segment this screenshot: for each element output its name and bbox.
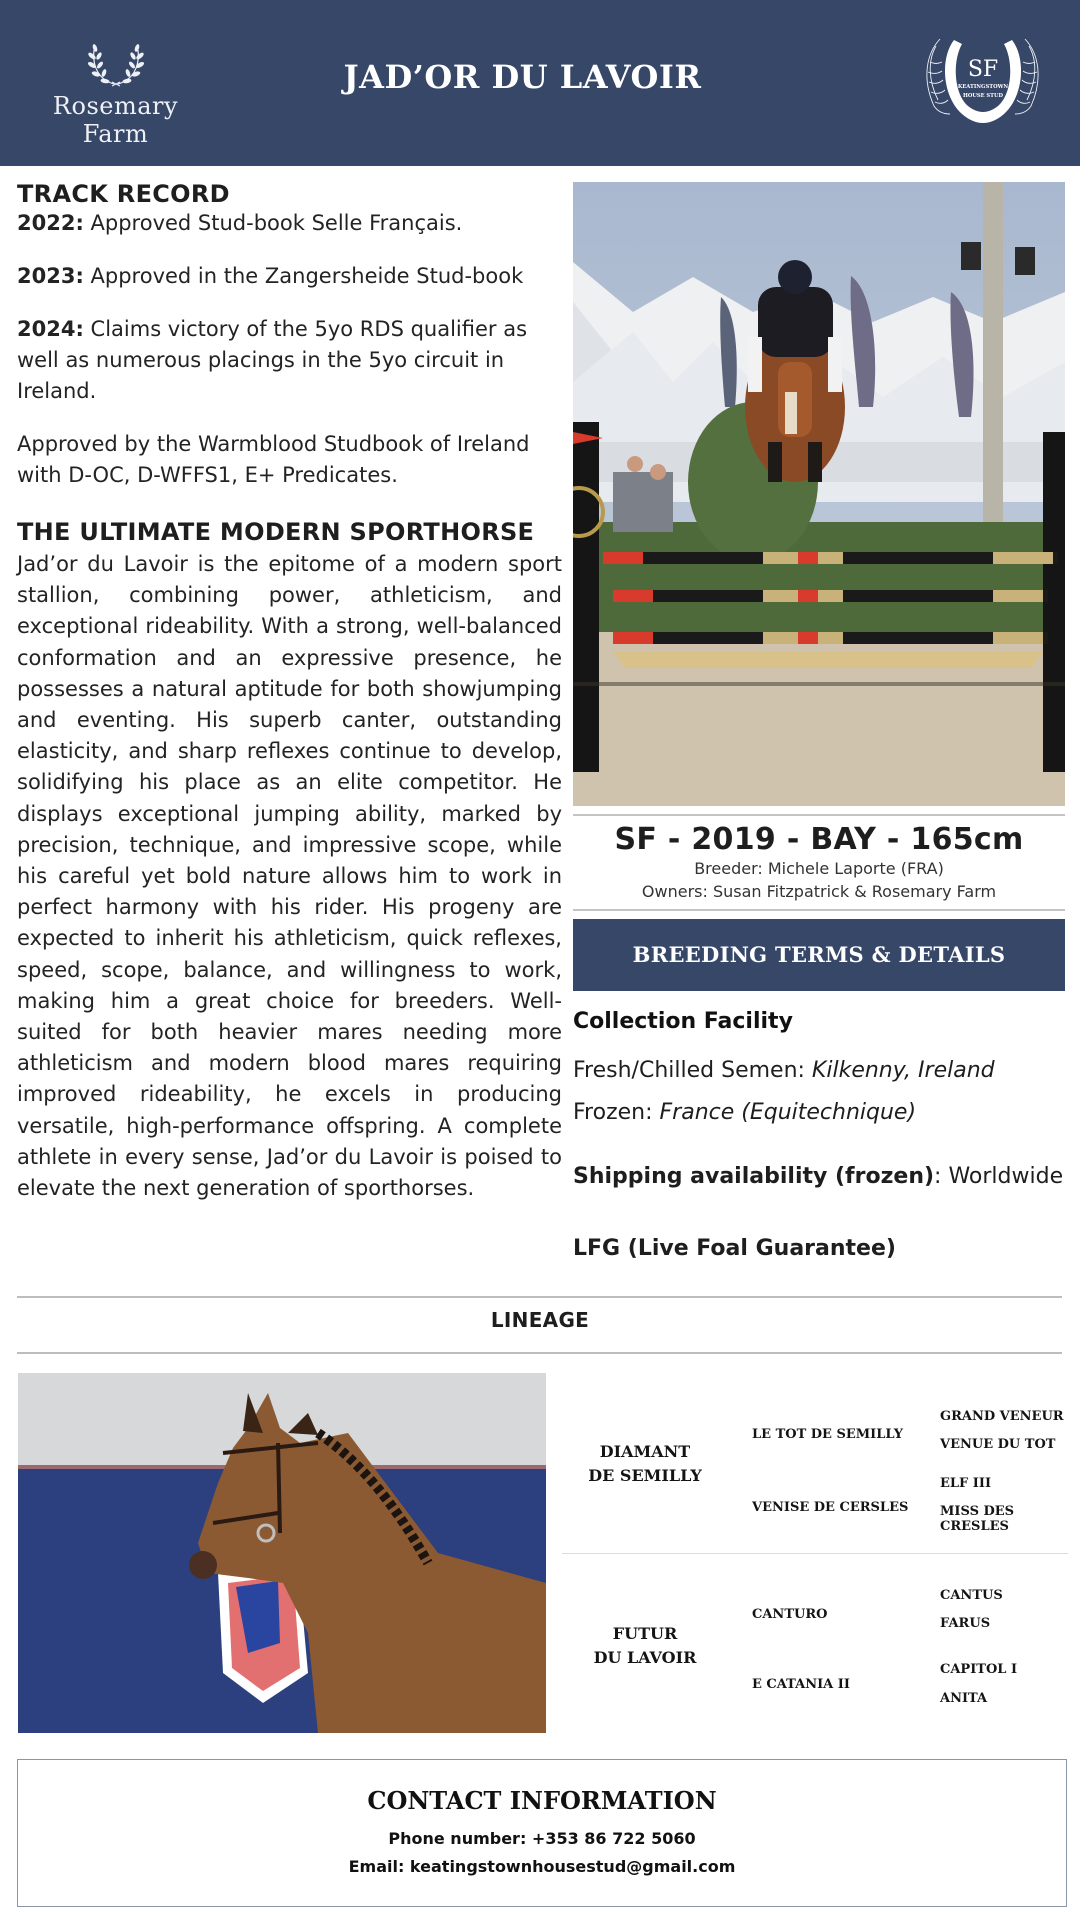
approval-note: Approved by the Warmblood Studbook of Ireland with D-OC, D-WFFS1, E+ Predicates. [17, 432, 530, 487]
contact-box [17, 1759, 1067, 1907]
conformation-photo-illustration [18, 1373, 546, 1733]
entry-text: Approved Stud-book Selle Français. [83, 211, 463, 235]
sire-name-line1: DIAMANT [599, 1442, 691, 1461]
fresh-label: Fresh/Chilled Semen: [573, 1058, 812, 1083]
entry-year: 2024: [17, 317, 84, 341]
shipping-value: : Worldwide [934, 1164, 1064, 1189]
frozen-label: Frozen: [573, 1100, 660, 1125]
horse-description: Jad’or du Lavoir is the epitome of a modern sport stallion, combining power, athleticism, and exceptional rideability. With a strong, well-balanced conformation and an expressive presence, he possesses a natural aptitude for both showjumping and eventing. His superb canter, outstanding elasticity, and sharp reflexes continue to develop, solidifying his place as an elite competitor. He displays exceptional jumping ability, marked by precision, technique, and impressive scope, while his careful yet bold nature allows him to work in perfect harmony with his rider. His progeny are expected to inherit his athleticism, quick reflexes, speed, scope, balance, and willingness to work, making him a great choice for breeders. Well-suited for both heavier mares needing more athleticism and modern blood mares requiring improved rideability, he excels in producing versatile, high-performance offspring. A complete athlete in every sense, Jad’or du Lavoir is poised to elevate the next generation of sporthorses. [17, 552, 562, 1201]
lineage-heading: LINEAGE [490, 1308, 590, 1332]
page-title: JAD’OR DU LAVOIR [343, 58, 702, 96]
header-banner [0, 0, 1080, 166]
horse-stats [573, 816, 1065, 903]
right-column [573, 182, 1065, 1270]
entry-text: Approved in the Zangersheide Stud-book [83, 264, 524, 288]
logo-line1: KEATINGSTOWN [957, 84, 1009, 90]
pedigree-sire [560, 1440, 730, 1488]
breeding-terms [573, 1009, 1065, 1270]
stats-headline: SF - 2019 - BAY - 165cm [614, 822, 1024, 857]
sire-name-line2: DE SEMILLY [588, 1466, 702, 1485]
lfg-line [573, 1228, 1065, 1270]
winged-horseshoe-icon [920, 34, 1045, 129]
track-record-list [17, 208, 562, 491]
shipping-label: Shipping availability (frozen) [573, 1164, 935, 1189]
dam-name-line2: DU LAVOIR [593, 1648, 697, 1667]
logo-monogram: SF [967, 57, 999, 82]
track-record-entry [17, 261, 562, 292]
frozen-value: France (Equitechnique) [659, 1100, 917, 1125]
fresh-semen-line [573, 1050, 1065, 1092]
showjumping-photo-illustration [573, 182, 1065, 806]
breeding-terms-banner: BREEDING TERMS & DETAILS [573, 919, 1065, 991]
showjumping-photo [573, 182, 1065, 806]
breeder-line: Breeder: Michele Laporte (FRA) [694, 859, 944, 878]
pedigree-dam-sire: CANTURO [752, 1607, 828, 1622]
pedigree-ancestor: FARUS [940, 1616, 991, 1631]
track-record-entry [17, 208, 562, 239]
shipping-line [573, 1156, 1065, 1198]
pedigree-ancestor: MISS DES CRESLES [940, 1504, 1015, 1534]
track-record-entry [17, 314, 562, 407]
pedigree-chart [560, 1373, 1070, 1733]
conformation-photo [18, 1373, 546, 1733]
entry-text: Claims victory of the 5yo RDS qualifier as well as numerous placings in the 5yo circuit in Ireland. [17, 317, 528, 403]
pedigree-ancestor: GRAND VENEUR [940, 1409, 1064, 1424]
collection-facility-heading: Collection Facility [573, 1009, 793, 1034]
pedigree-dam-dam: E CATANIA II [752, 1677, 850, 1692]
owners-line: Owners: Susan Fitzpatrick & Rosemary Farm [641, 882, 997, 901]
ultimate-heading: THE ULTIMATE MODERN SPORTHORSE [17, 518, 535, 546]
entry-year: 2023: [17, 264, 84, 288]
pedigree-dam [560, 1622, 730, 1670]
contact-email[interactable]: Email: keatingstownhousestud@gmail.com [348, 1857, 736, 1876]
frozen-semen-line [573, 1092, 1065, 1134]
left-column [17, 180, 562, 1204]
logo-line2: HOUSE STUD [962, 93, 1004, 99]
divider [573, 909, 1065, 911]
divider [17, 1296, 1062, 1298]
track-record-heading: TRACK RECORD [17, 180, 230, 208]
entry-year: 2022: [17, 211, 84, 235]
pedigree-ancestor: ANITA [940, 1691, 988, 1706]
contact-heading: CONTACT INFORMATION [367, 1786, 717, 1815]
pedigree-divider [562, 1553, 1068, 1554]
contact-phone[interactable]: Phone number: +353 86 722 5060 [388, 1829, 696, 1848]
pedigree-ancestor: VENUE DU TOT [940, 1437, 1056, 1452]
rosemary-farm-brand: Rosemary Farm [52, 92, 179, 148]
lfg-label: LFG (Live Foal Guarantee) [573, 1236, 896, 1261]
fresh-value: Kilkenny, Ireland [811, 1058, 995, 1083]
pedigree-sire-sire: LE TOT DE SEMILLY [752, 1427, 903, 1442]
laurel-wreath-icon [86, 36, 146, 88]
pedigree-ancestor: CANTUS [940, 1588, 1003, 1603]
pedigree-ancestor: CAPITOL I [940, 1662, 1018, 1677]
dam-name-line1: FUTUR [612, 1624, 678, 1643]
pedigree-ancestor: ELF III [940, 1476, 992, 1491]
divider [17, 1352, 1062, 1354]
pedigree-sire-dam: VENISE DE CERSLES [752, 1500, 909, 1515]
rosemary-farm-logo [28, 36, 203, 148]
